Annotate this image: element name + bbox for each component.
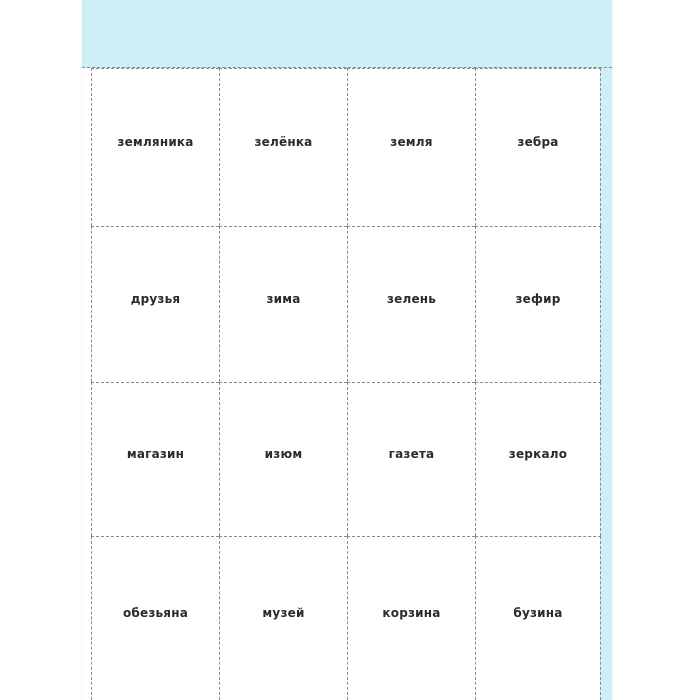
word-card[interactable]: [91, 226, 219, 382]
word-card[interactable]: [475, 226, 601, 382]
word-card-label: друзья: [130, 291, 181, 306]
word-card-label: изюм: [264, 446, 303, 461]
word-card-label: бузина: [513, 605, 563, 620]
word-card[interactable]: [475, 382, 601, 536]
word-card-label: зеркало: [508, 446, 568, 461]
word-card[interactable]: [219, 226, 347, 382]
word-card-label: зебра: [517, 134, 559, 149]
word-card-label: газета: [388, 446, 435, 461]
right-edge-strip: [600, 68, 612, 700]
word-card[interactable]: [475, 68, 601, 226]
word-card-label: зелёнка: [254, 134, 313, 149]
word-card[interactable]: [347, 68, 475, 226]
word-card-grid: [91, 68, 601, 700]
word-card-label: корзина: [382, 605, 441, 620]
word-card[interactable]: [91, 68, 219, 226]
header-band: [82, 0, 612, 68]
word-card[interactable]: [475, 536, 601, 700]
word-card[interactable]: [347, 382, 475, 536]
word-card-label: обезьяна: [122, 605, 189, 620]
word-card-label: зелень: [386, 291, 437, 306]
word-card[interactable]: [91, 536, 219, 700]
word-card-label: магазин: [126, 446, 185, 461]
word-card-label: зима: [266, 291, 301, 306]
word-card[interactable]: [347, 536, 475, 700]
word-card-label: земляника: [117, 134, 194, 149]
word-card[interactable]: [219, 68, 347, 226]
word-card-label: музей: [262, 605, 305, 620]
word-card-label: земля: [390, 134, 433, 149]
word-card[interactable]: [347, 226, 475, 382]
word-card[interactable]: [219, 536, 347, 700]
word-card[interactable]: [91, 382, 219, 536]
word-card[interactable]: [219, 382, 347, 536]
word-card-label: зефир: [515, 291, 561, 306]
